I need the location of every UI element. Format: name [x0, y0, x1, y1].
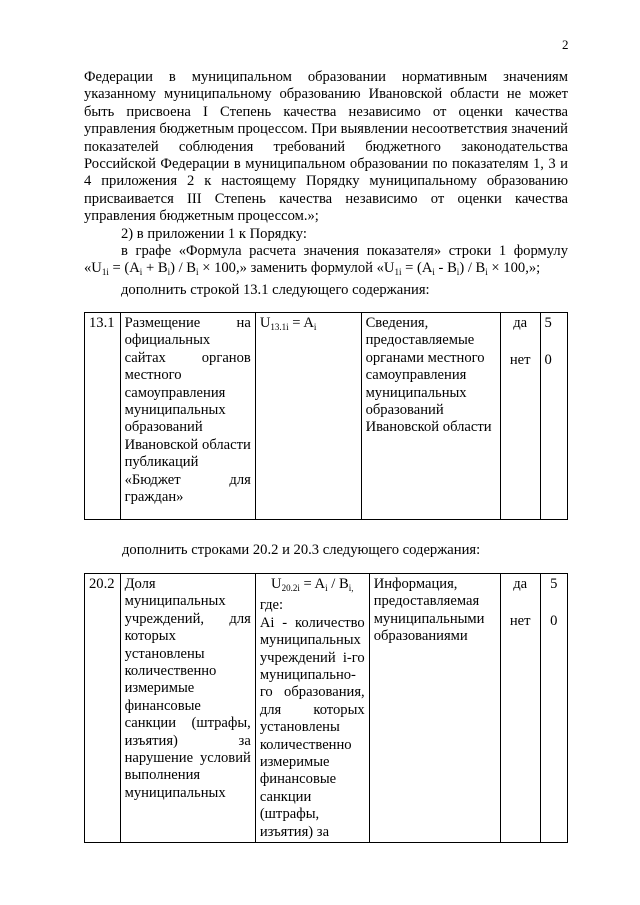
indicator-name: Размещение на официальных сайтах органов местного самоуправления муниципальных образований Ивановской области публикаций «Бюджет для граждан»	[120, 313, 255, 520]
body-text	[84, 69, 568, 299]
data-source: Сведения, предоставляемые органами местного самоуправления муниципальных образований Ивановской области	[361, 313, 500, 520]
score-cell	[540, 313, 567, 520]
answer-no: нет	[509, 613, 531, 630]
formula-description: Ai - количество муниципальных учреждений i-го муниципально-го образования, для которых установлены количественно измеримые финансовые санкции (штрафы, изъятия) за	[259, 614, 365, 840]
answer-yes: да	[513, 315, 528, 331]
score-no: 0	[550, 613, 558, 630]
page-number: 2	[562, 37, 569, 52]
paragraph-add-row: дополнить строкой 13.1 следующего содержания:	[121, 281, 430, 298]
row-number: 13.1	[85, 313, 121, 520]
table-row-20-2	[84, 573, 568, 843]
paragraph-annex-item: 2) в приложении 1 к Порядку:	[121, 225, 307, 242]
formula-top: $U_{20.2i} = A_i / B_{i,}$	[271, 576, 354, 593]
answer-yes: да	[513, 576, 528, 592]
indicator-name: Доля муниципальных учреждений, для которых установлены количественно измеримые финансовые санкции (штрафы, изъятия) за нарушение условий выполнения муниципальных	[120, 574, 255, 843]
row-number: 20.2	[85, 574, 121, 843]
answer-cell	[500, 313, 540, 520]
answer-no: нет	[509, 352, 531, 369]
paragraph-continuation: Федерации в муниципальном образовании нормативным значениям указанному муниципальному образованию Ивановской области не может быть присвоена I Степень качества независимо от оценки качества управления бюджетным процессом. При выявлении несоответствия значений показателей соблюдения требований бюджетного законодательства Российской Федерации в муниципальном образовании по показателям 1, 3 и 4 приложения 2 к настоящему Порядку муниципальному образованию присваивается III Степень качества независимо от оценки качества управления бюджетным процессом.»;	[84, 69, 568, 225]
answer-cell	[500, 574, 540, 843]
indicator-formula	[255, 574, 369, 843]
indicator-formula: $U_{13.1i} = A_i$	[255, 313, 361, 520]
data-source: Информация, предоставляемая муниципальными образованиями	[369, 574, 500, 843]
paragraph-formula-line1: в графе «Формула расчета значения показателя» строки 1 формулу	[121, 243, 568, 260]
formula-where: где:	[259, 597, 284, 614]
score-no: 0	[544, 352, 552, 369]
paragraph-add-rows: дополнить строками 20.2 и 20.3 следующего содержания:	[122, 542, 481, 558]
table-row-13-1	[84, 312, 568, 520]
paragraph-formula-line2: «$U_{1i} = (A_i + B_i) / B_i \times 100$,» заменить формулой «$U_{1i} = (A_i - B_i) / B_i \times 100$,»;	[84, 260, 541, 278]
score-yes: 5	[544, 315, 552, 331]
score-cell	[540, 574, 567, 843]
score-yes: 5	[550, 576, 558, 592]
